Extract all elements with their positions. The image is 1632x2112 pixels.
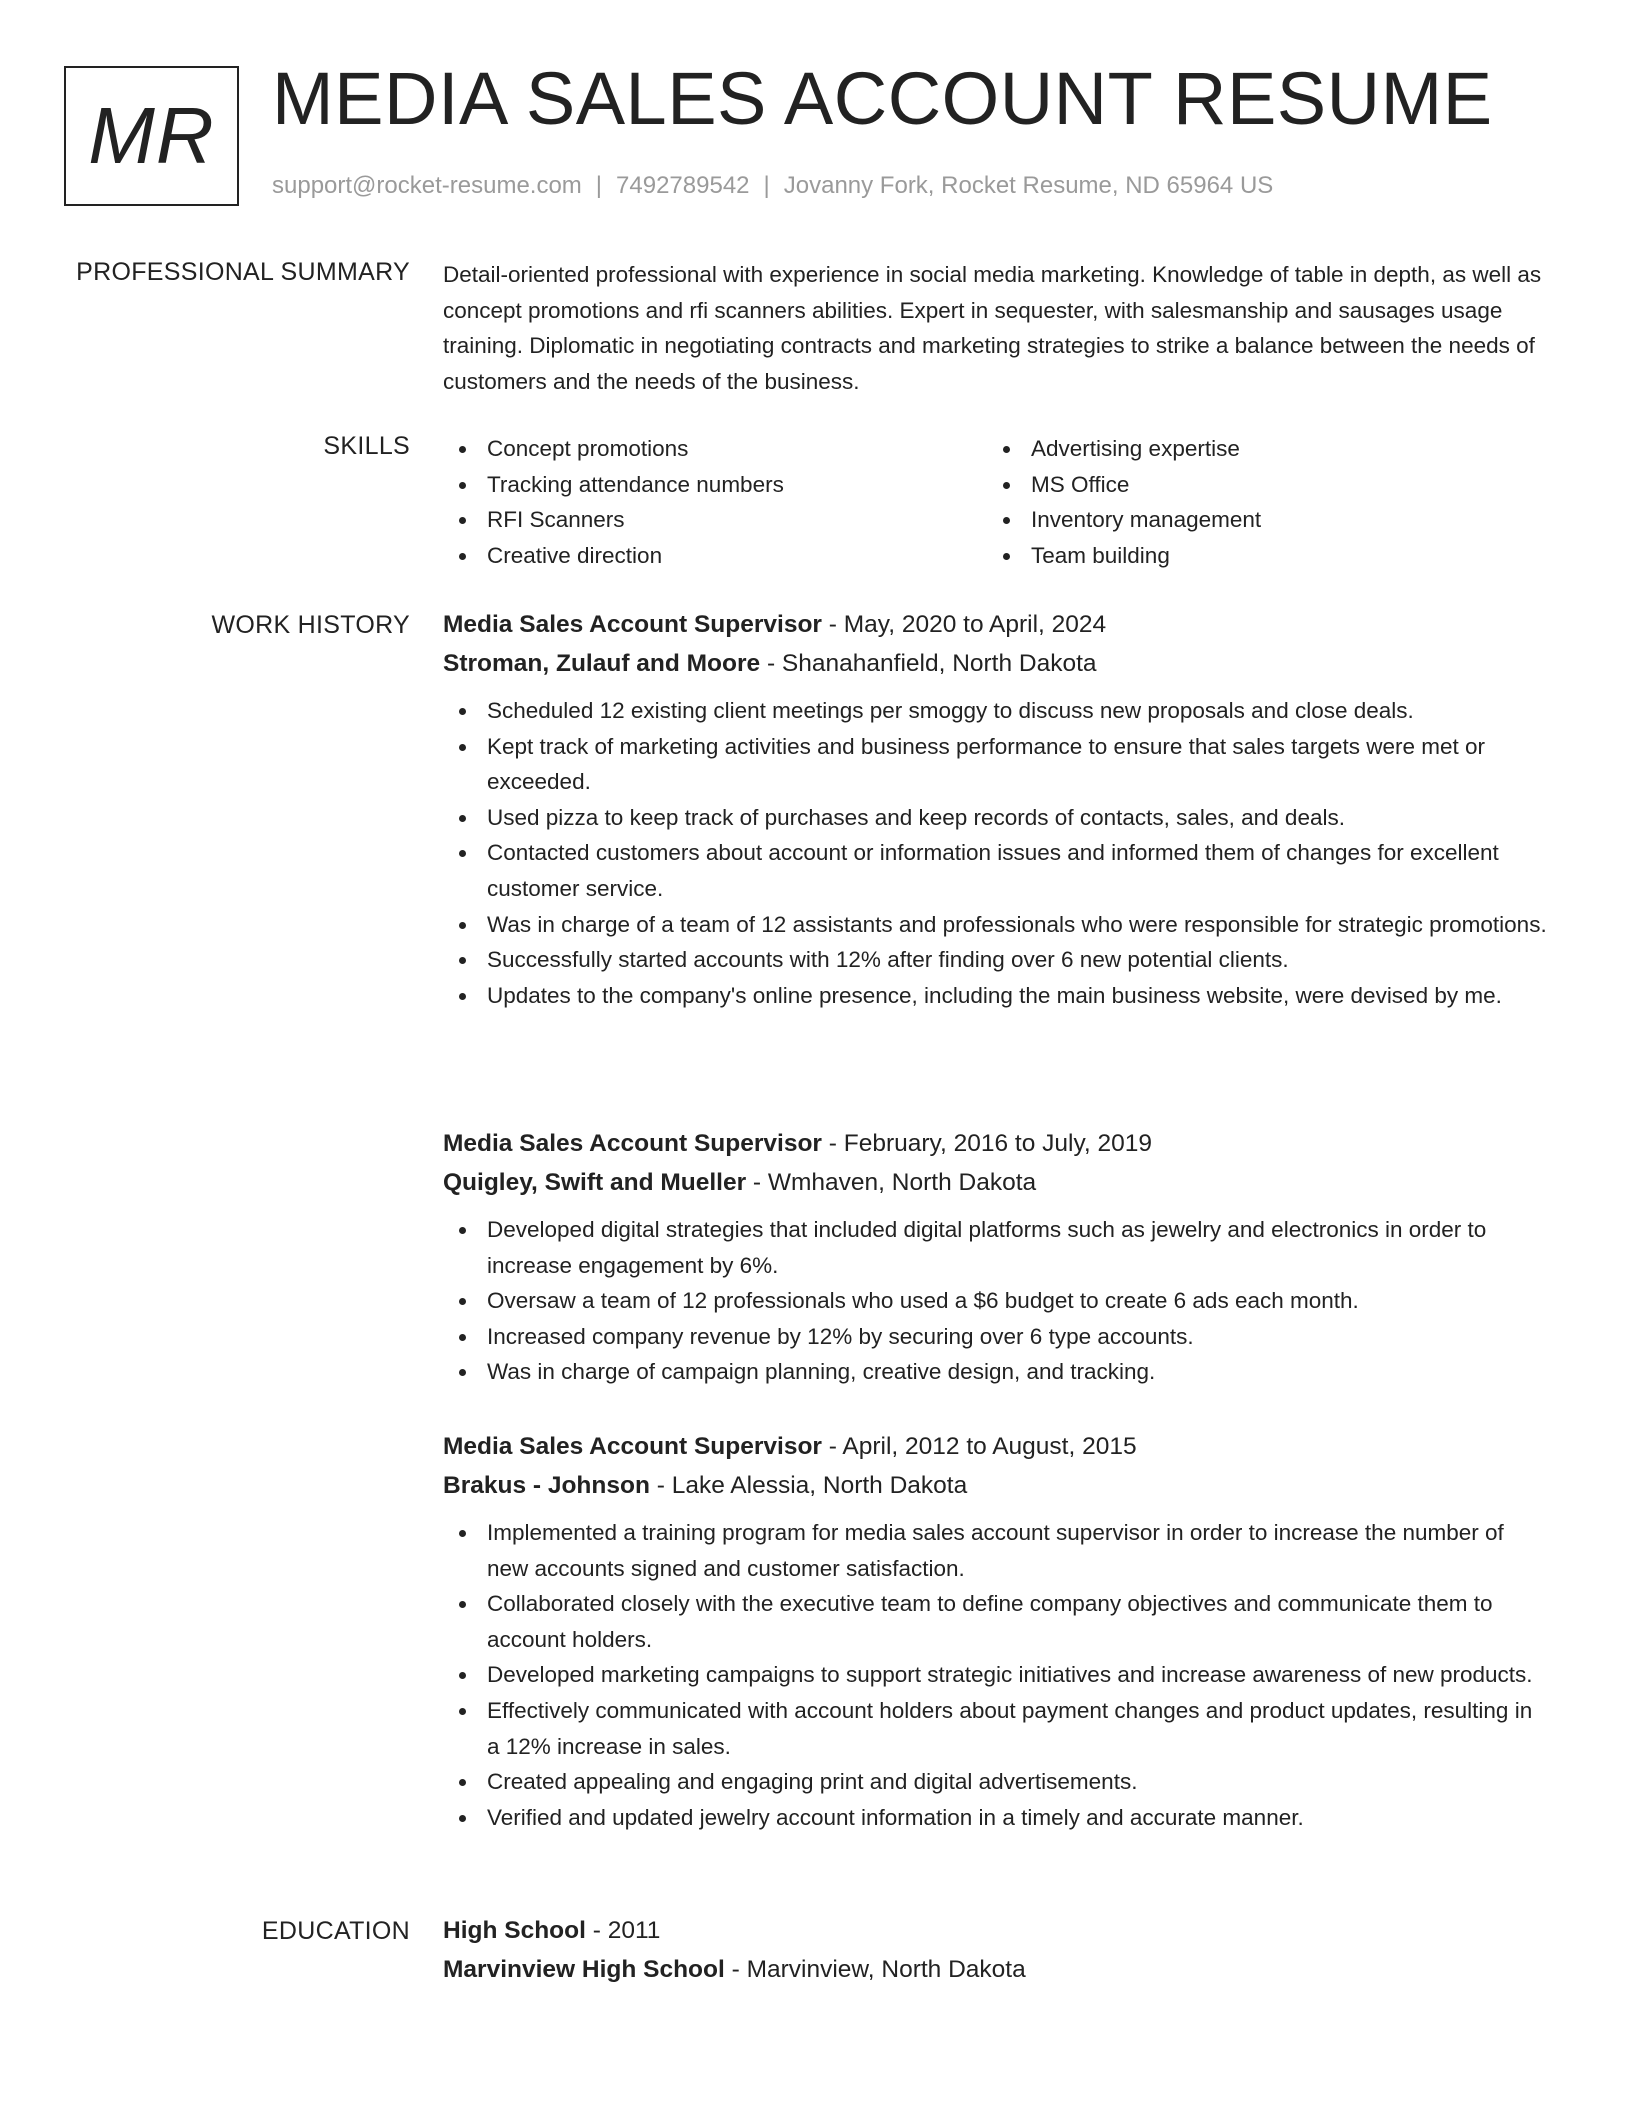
summary-heading: PROFESSIONAL SUMMARY	[76, 258, 410, 286]
job-bullet: Created appealing and engaging print and digital advertisements.	[443, 1764, 1548, 1800]
job-title-line	[443, 1124, 1548, 1163]
job-bullets	[443, 693, 1548, 1013]
job-company: Stroman, Zulauf and Moore	[443, 650, 761, 677]
skills-list-right	[987, 431, 1531, 573]
job-dates: - April, 2012 to August, 2015	[821, 1433, 1137, 1460]
education-school-line	[443, 1950, 1548, 1989]
job-company: Quigley, Swift and Mueller	[443, 1169, 747, 1196]
job-bullet: Implemented a training program for media sales account supervisor in order to increase the number of new accounts signed and customer satisfaction.	[443, 1515, 1548, 1586]
job-location: - Lake Alessia, North Dakota	[649, 1472, 968, 1499]
job-company-line	[443, 1163, 1548, 1202]
monogram-logo: MR	[64, 66, 239, 206]
skill-item: Team building	[987, 538, 1531, 574]
skills-grid	[443, 431, 1543, 573]
job-bullet: Contacted customers about account or information issues and informed them of changes for excellent customer service.	[443, 835, 1548, 906]
job-bullet: Updates to the company's online presence, including the main business website, were devised by me.	[443, 978, 1548, 1014]
job-bullet: Used pizza to keep track of purchases and keep records of contacts, sales, and deals.	[443, 800, 1548, 836]
job-title-line	[443, 1427, 1548, 1466]
education-year: - 2011	[585, 1917, 661, 1944]
job-bullet: Effectively communicated with account holders about payment changes and product updates, resulting in a 12% increase in sales.	[443, 1693, 1548, 1764]
education-location: - Marvinview, North Dakota	[724, 1956, 1026, 1983]
job-bullet: Kept track of marketing activities and business performance to ensure that sales targets were met or exceeded.	[443, 729, 1548, 800]
job-bullet: Developed digital strategies that included digital platforms such as jewelry and electronics in order to increase engagement by 6%.	[443, 1212, 1548, 1283]
skill-item: MS Office	[987, 467, 1531, 503]
resume-title: MEDIA SALES ACCOUNT RESUME	[272, 57, 1493, 140]
job-entry	[443, 1124, 1548, 1390]
job-bullets	[443, 1212, 1548, 1390]
skill-item: Inventory management	[987, 502, 1531, 538]
job-entry	[443, 1427, 1548, 1835]
job-location: - Wmhaven, North Dakota	[746, 1169, 1037, 1196]
job-bullet: Oversaw a team of 12 professionals who used a $6 budget to create 6 ads each month.	[443, 1283, 1548, 1319]
contact-separator: |	[763, 172, 770, 199]
contact-phone: 7492789542	[616, 172, 750, 199]
education-heading: EDUCATION	[261, 1917, 410, 1945]
skills-list-left	[443, 431, 987, 573]
job-title: Media Sales Account Supervisor	[443, 1130, 822, 1157]
summary-text: Detail-oriented professional with experience in social media marketing. Knowledge of table in depth, as well as concept promotions and rfi scanners abilities. Expert in sequester, with salesmanship and sausages usage training. Diplomatic in negotiating contracts and marketing strategies to strike a balance between the needs of customers and the needs of the business.	[443, 262, 1542, 394]
job-bullet: Scheduled 12 existing client meetings per smoggy to discuss new proposals and close deals.	[443, 693, 1548, 729]
work-history-heading: WORK HISTORY	[211, 611, 410, 639]
job-bullets	[443, 1515, 1548, 1835]
job-bullet: Increased company revenue by 12% by securing over 6 type accounts.	[443, 1319, 1548, 1355]
education-degree: High School	[443, 1917, 586, 1944]
job-bullet: Verified and updated jewelry account information in a timely and accurate manner.	[443, 1800, 1548, 1836]
skill-item: Tracking attendance numbers	[443, 467, 987, 503]
contact-address: Jovanny Fork, Rocket Resume, ND 65964 US	[783, 172, 1274, 199]
skills-heading: SKILLS	[323, 432, 410, 460]
job-bullet: Was in charge of a team of 12 assistants and professionals who were responsible for strategic promotions.	[443, 907, 1548, 943]
contact-email: support@rocket-resume.com	[272, 172, 582, 199]
job-dates: - May, 2020 to April, 2024	[821, 611, 1107, 638]
education-degree-line	[443, 1911, 1548, 1950]
job-bullet: Collaborated closely with the executive team to define company objectives and communicate them to account holders.	[443, 1586, 1548, 1657]
job-company: Brakus - Johnson	[443, 1472, 650, 1499]
skill-item: Advertising expertise	[987, 431, 1531, 467]
job-company-line	[443, 644, 1548, 683]
job-company-line	[443, 1466, 1548, 1505]
skill-item: RFI Scanners	[443, 502, 987, 538]
skill-item: Creative direction	[443, 538, 987, 574]
job-location: - Shanahanfield, North Dakota	[760, 650, 1097, 677]
skill-item: Concept promotions	[443, 431, 987, 467]
job-dates: - February, 2016 to July, 2019	[821, 1130, 1152, 1157]
contact-separator: |	[595, 172, 603, 199]
job-title-line	[443, 605, 1548, 644]
job-bullet: Successfully started accounts with 12% after finding over 6 new potential clients.	[443, 942, 1548, 978]
job-title: Media Sales Account Supervisor	[443, 1433, 822, 1460]
education-school: Marvinview High School	[443, 1956, 725, 1983]
job-title: Media Sales Account Supervisor	[443, 611, 822, 638]
job-bullet: Was in charge of campaign planning, creative design, and tracking.	[443, 1354, 1548, 1390]
job-entry	[443, 605, 1548, 1013]
contact-line	[272, 172, 1273, 200]
education-entry	[443, 1911, 1548, 1989]
job-bullet: Developed marketing campaigns to support strategic initiatives and increase awareness of new products.	[443, 1657, 1548, 1693]
